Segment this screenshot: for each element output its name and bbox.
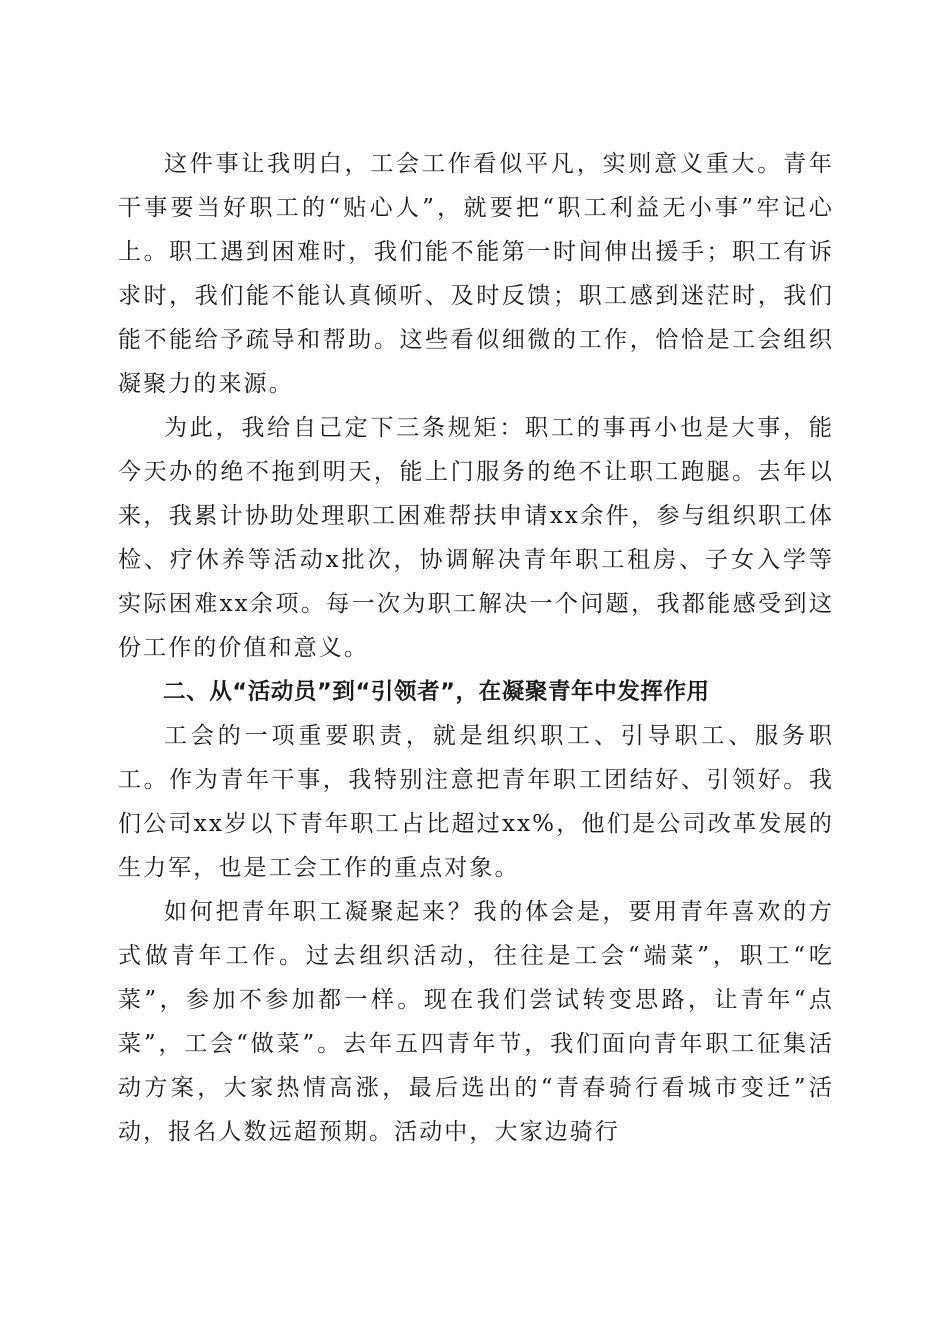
paragraph-2: 为此，我给自己定下三条规矩：职工的事再小也是大事，能今天办的绝不拖到明天，能上门服务的绝不让职工跑腿。去年以来，我累计协助处理职工困难帮扶申请xx余件，参与组织职工体检、疗休养等活动x批次，协调解决青年职工租房、子女入学等实际困难xx余项。每一次为职工解决一个问题，我都能感受到这份工作的价值和意义。 <box>118 415 834 661</box>
paragraph-4: 如何把青年职工凝聚起来？我的体会是，要用青年喜欢的方式做青年工作。过去组织活动，往往是工会“端菜”，职工“吃菜”，参加不参加都一样。现在我们尝试转变思路，让青年“点菜”，工会“做菜”。去年五四青年节，我们面向青年职工征集活动方案，大家热情高涨，最后选出的“青春骑行看城市变迁”活动，报名人数远超预期。活动中，大家边骑行 <box>118 899 834 1145</box>
section-heading: 二、从“活动员”到“引领者”，在凝聚青年中发挥作用 <box>163 679 710 705</box>
paragraph-1: 这件事让我明白，工会工作看似平凡，实则意义重大。青年干事要当好职工的“贴心人”，就要把“职工利益无小事”牢记心上。职工遇到困难时，我们能不能第一时间伸出援手；职工有诉求时，我们能不能认真倾听、及时反馈；职工感到迷茫时，我们能不能给予疏导和帮助。这些看似细微的工作，恰恰是工会组织凝聚力的来源。 <box>118 151 834 397</box>
document-body <box>118 142 834 1154</box>
paragraph-3: 工会的一项重要职责，就是组织职工、引导职工、服务职工。作为青年干事，我特别注意把青年职工团结好、引领好。我们公司xx岁以下青年职工占比超过xx%，他们是公司改革发展的生力军，也是工会工作的重点对象。 <box>118 723 834 881</box>
